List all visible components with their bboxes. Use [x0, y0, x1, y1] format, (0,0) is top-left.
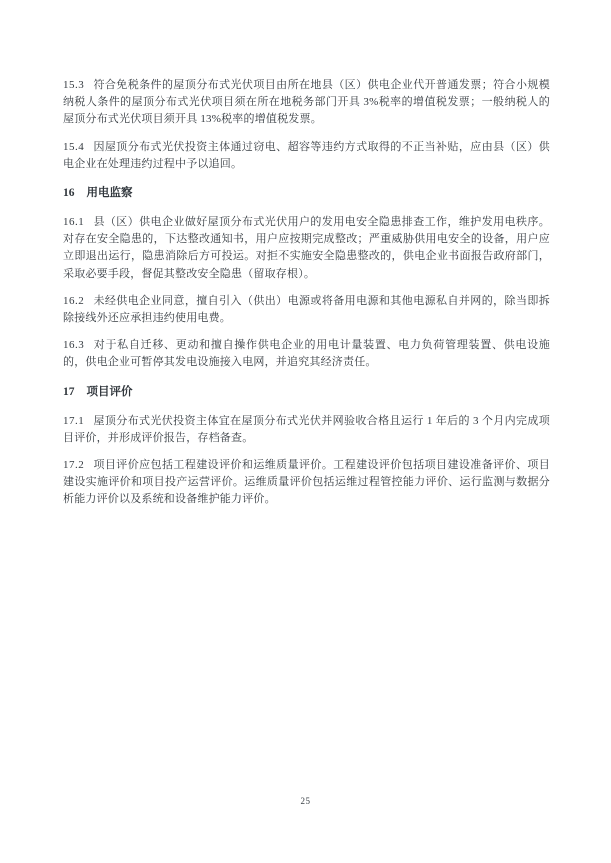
clause-paragraph-16-2	[63, 293, 550, 327]
clause-number: 15.4	[63, 140, 85, 153]
clause-paragraph-15-3	[63, 77, 550, 129]
clause-paragraph-16-1	[63, 214, 550, 283]
document-body	[63, 0, 550, 519]
clause-text: 未经供电企业同意，擅自引入（供出）电源或将备用电源和其他电源私自并网的，除当即拆除接线外还应承担违约使用电费。	[63, 294, 550, 325]
clause-number: 17.2	[63, 459, 85, 472]
clause-paragraph-17-1	[63, 413, 550, 447]
section-title: 用电监察	[86, 187, 133, 200]
section-number: 16	[63, 187, 75, 200]
clause-number: 16.3	[63, 339, 85, 352]
clause-text: 对于私自迁移、更动和擅自操作供电企业的用电计量装置、电力负荷管理装置、供电设施的，供电企业可暂停其发电设施接入电网，并追究其经济责任。	[63, 339, 550, 369]
clause-number: 16.1	[63, 216, 85, 229]
clause-text: 项目评价应包括工程建设评价和运维质量评价。工程建设评价包括项目建设准备评价、项目建设实施评价和项目投产运营评价。运维质量评价包括运维过程管控能力评价、运行监测与数据分析能力评价以及系统和设备维护能力评价。	[63, 459, 550, 506]
clause-paragraph-15-4	[63, 139, 550, 173]
section-title: 项目评价	[86, 385, 133, 398]
clause-text: 因屋顶分布式光伏投资主体通过窃电、超容等违约方式取得的不正当补贴，应由县（区）供电企业在处理违约过程中予以追回。	[63, 140, 550, 170]
clause-number: 16.2	[63, 294, 85, 307]
clause-number: 17.1	[63, 414, 85, 427]
clause-text: 符合免税条件的屋顶分布式光伏项目由所在地县（区）供电企业代开普通发票；符合小规模纳税人条件的屋顶分布式光伏项目须在所在地税务部门开具 3%税率的增值税发票；一般纳税人的屋顶分布式光伏项目须开具 13%税率的增值税发票。	[63, 79, 550, 126]
clause-text: 县（区）供电企业做好屋顶分布式光伏用户的发用电安全隐患排查工作，维护发用电秩序。对存在安全隐患的，下达整改通知书，用户应按期完成整改；严重威胁供用电安全的设备，用户应立即退出运行，隐患消除后方可投运。对拒不实施安全隐患整改的，供电企业书面报告政府部门，采取必要手段，督促其整改安全隐患（留取存根）。	[63, 216, 550, 280]
section-heading-17	[63, 385, 550, 400]
clause-number: 15.3	[63, 79, 85, 91]
section-heading-16	[63, 186, 550, 201]
clause-text: 屋顶分布式光伏投资主体宜在屋顶分布式光伏并网验收合格且运行 1 年后的 3 个月内完成项目评价，并形成评价报告，存档备查。	[63, 414, 550, 444]
clause-paragraph-17-2	[63, 457, 550, 509]
page-number: 25	[300, 796, 311, 806]
clause-paragraph-16-3	[63, 337, 550, 371]
section-number: 17	[63, 385, 75, 398]
